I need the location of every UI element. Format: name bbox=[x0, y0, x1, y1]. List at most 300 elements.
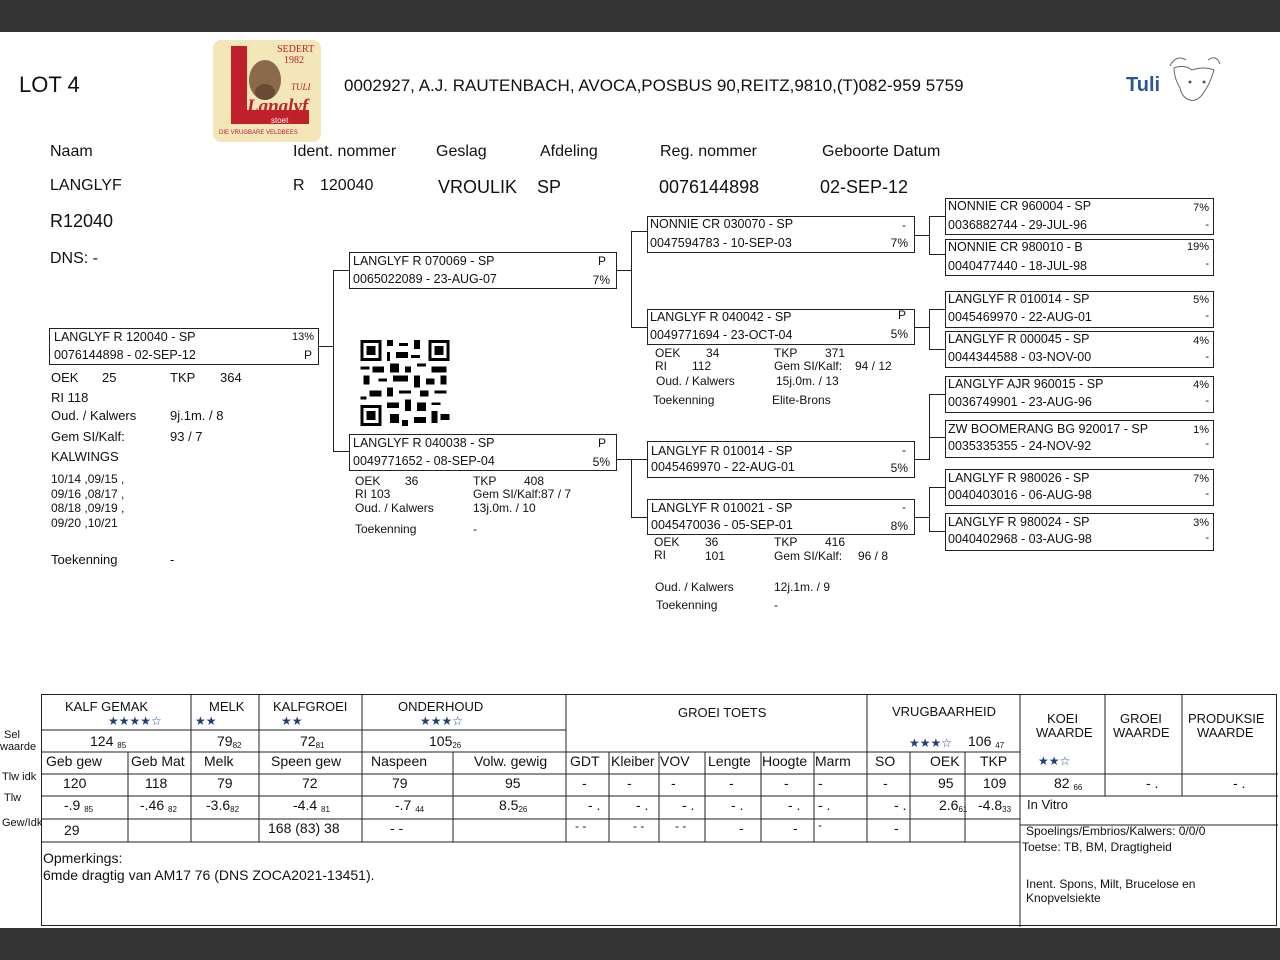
ggp-flag: - bbox=[1205, 488, 1209, 500]
stars-vrugbaarheid: ★★★☆ bbox=[909, 736, 953, 750]
connector bbox=[333, 451, 349, 452]
langlyf-logo bbox=[213, 40, 321, 142]
dd-tkp: 416 bbox=[825, 535, 846, 549]
gew-idk-cell: 29 bbox=[64, 822, 80, 838]
reg-value: 0076144898 bbox=[659, 177, 760, 197]
tlw-idk-cell: 79 bbox=[392, 775, 408, 791]
sd-oud: 15j.0m. / 13 bbox=[776, 374, 839, 388]
hdr-kalfgroei: KALFGROEI bbox=[273, 699, 348, 714]
animal-ri: RI 118 bbox=[51, 390, 89, 405]
tlw-cell: - . bbox=[682, 797, 695, 813]
ds-pct: 5% bbox=[890, 461, 908, 475]
ggp-pct: 7% bbox=[1193, 202, 1209, 214]
tlw-acc: 82 bbox=[168, 805, 177, 814]
geslag-value: VROULIK bbox=[438, 177, 518, 197]
sd-flag: P bbox=[897, 308, 906, 322]
tlw-idk-cell: - bbox=[671, 775, 676, 791]
dd-oud: 12j.1m. / 9 bbox=[774, 580, 831, 594]
kalwings-line: 10/14 ,09/15 , bbox=[51, 472, 125, 486]
sd-oud-label: Oud. / Kalwers bbox=[656, 374, 735, 388]
gew-idk-cell: 168 (83) 38 bbox=[268, 820, 340, 836]
gew-idk-cell: - - bbox=[575, 819, 587, 833]
tlw-cell: - . bbox=[636, 797, 649, 813]
gew-idk-cell: - bbox=[818, 818, 822, 832]
dd-line2: 0045470036 - 05-SEP-01 bbox=[651, 518, 793, 532]
connector bbox=[914, 459, 930, 460]
ggp-box bbox=[945, 331, 1214, 368]
ggp-line2: 0040403016 - 06-AUG-98 bbox=[948, 488, 1092, 502]
gew-idk-cell: - - bbox=[675, 819, 687, 833]
ggp-box bbox=[945, 376, 1214, 413]
dam-ri: RI 103 bbox=[355, 487, 391, 501]
ident-prefix: R bbox=[293, 177, 305, 194]
animal-gem: 93 / 7 bbox=[170, 429, 203, 444]
tlw-idk-cell: 120 bbox=[63, 775, 87, 791]
dd-oud-label: Oud. / Kalwers bbox=[655, 580, 734, 594]
stars-koei: ★★☆ bbox=[1038, 754, 1071, 768]
hdr-onderhoud: ONDERHOUD bbox=[398, 699, 484, 714]
row-label-tlw-idk: Tlw idk bbox=[2, 771, 37, 783]
hdr-produksie-waarde: WAARDE bbox=[1197, 725, 1254, 740]
dam-oek: 36 bbox=[405, 474, 419, 488]
connector bbox=[631, 231, 632, 328]
tlw-value: -.9 bbox=[64, 797, 81, 813]
tlw-value: 2.6 bbox=[939, 797, 959, 813]
ggp-line2: 0036749901 - 23-AUG-96 bbox=[948, 395, 1092, 409]
col-header: SO bbox=[875, 753, 896, 769]
dd-oek: 36 bbox=[705, 535, 719, 549]
row-label-gew-idk: Gew/Idk bbox=[2, 817, 43, 829]
col-header: VOV bbox=[660, 753, 690, 769]
stars-kalfgroei: ★★ bbox=[281, 714, 303, 728]
dam-flag: P bbox=[597, 436, 606, 450]
tlw-cell: - . bbox=[788, 797, 801, 813]
ggp-line2: 0045469970 - 22-AUG-01 bbox=[948, 310, 1092, 324]
ds-line2: 0045469970 - 22-AUG-01 bbox=[651, 460, 795, 474]
ggp-box bbox=[945, 239, 1214, 276]
kalwings-line: 09/20 ,10/21 bbox=[51, 516, 118, 530]
sel-vrug bbox=[968, 733, 1004, 750]
tlw-acc: 61 bbox=[958, 805, 968, 814]
ggp-flag: - bbox=[1205, 310, 1209, 322]
lot-label: LOT 4 bbox=[19, 72, 80, 97]
geboorte-label: Geboorte Datum bbox=[822, 143, 941, 160]
dam-oek-label: OEK bbox=[355, 474, 381, 488]
tlw-value: -.46 bbox=[140, 797, 165, 813]
sd-gem-label: Gem SI/Kalf: bbox=[774, 359, 843, 373]
tuli-logo bbox=[1112, 44, 1222, 106]
dd-gem-label: Gem SI/Kalf: bbox=[774, 549, 843, 563]
hdr-koei: KOEI bbox=[1047, 711, 1079, 726]
ggp-flag: - bbox=[1205, 219, 1209, 231]
animal-oud-label: Oud. / Kalwers bbox=[51, 408, 137, 423]
dam-line2: 0049771652 - 08-SEP-04 bbox=[353, 454, 495, 468]
connector bbox=[929, 437, 945, 438]
connector bbox=[333, 270, 349, 271]
ggp-line1: LANGLYF R 980024 - SP bbox=[948, 515, 1090, 529]
tlw-value: -4.4 bbox=[293, 797, 318, 813]
logo-year: 1982 bbox=[284, 55, 304, 66]
connector bbox=[333, 270, 334, 452]
tlw-idk-cell: 95 bbox=[505, 775, 521, 791]
sel-kalf bbox=[90, 733, 126, 750]
ggp-line2: 0044344588 - 03-NOV-00 bbox=[948, 350, 1092, 364]
tlw-idk-cell: - bbox=[729, 775, 734, 791]
connector bbox=[929, 309, 930, 350]
ggp-flag: - bbox=[1205, 351, 1209, 363]
row-label-sel: Sel bbox=[4, 729, 20, 741]
dd-line1: LANGLYF R 010021 - SP bbox=[651, 501, 793, 515]
gew-idk-cell: - bbox=[894, 820, 899, 836]
hdr-groei: GROEI bbox=[1120, 711, 1162, 726]
sd-oek-label: OEK bbox=[655, 346, 681, 360]
sd-ri-label: RI bbox=[655, 359, 667, 373]
sire-box bbox=[349, 252, 617, 289]
sel-groei bbox=[300, 733, 324, 750]
tlw-cell: - . bbox=[731, 797, 744, 813]
ss-flag: - bbox=[902, 218, 906, 232]
ss-pct: 7% bbox=[890, 236, 908, 250]
dns-value: DNS: - bbox=[50, 250, 98, 267]
ggp-flag: - bbox=[1205, 532, 1209, 544]
logo-stoet: stoet bbox=[271, 116, 289, 125]
tlw-idk-cell: - bbox=[582, 775, 587, 791]
animal-oud: 9j.1m. / 8 bbox=[170, 408, 224, 423]
tlw-idk-cell: 109 bbox=[983, 775, 1007, 791]
owner-line: 0002927, A.J. RAUTENBACH, AVOCA,POSBUS 90,REITZ,9810,(T)082-959 5759 bbox=[344, 76, 964, 95]
animal-toekenning: - bbox=[170, 552, 175, 567]
tlw-acc: 33 bbox=[1002, 805, 1012, 814]
connector bbox=[929, 487, 930, 532]
tlw-idk-cell: 72 bbox=[302, 775, 318, 791]
sel-melk bbox=[217, 733, 241, 750]
animal-oek: 25 bbox=[102, 370, 117, 385]
logo-sedert: SEDERT bbox=[277, 44, 315, 55]
animal-oek-label: OEK bbox=[51, 370, 79, 385]
hdr-kalf-gemak: KALF GEMAK bbox=[65, 699, 149, 714]
sel-melk-value: 79 bbox=[217, 733, 233, 749]
sd-gem: 94 / 12 bbox=[855, 359, 892, 373]
tlw-cell bbox=[395, 797, 424, 814]
animal-pct: 13% bbox=[291, 331, 314, 343]
dd-toekenning: - bbox=[774, 598, 778, 612]
sel-kalf-value: 124 bbox=[90, 733, 114, 749]
connector bbox=[929, 487, 945, 488]
tlw-cell bbox=[499, 797, 527, 814]
sel-groei-value: 72 bbox=[300, 733, 316, 749]
sel-melk-acc: 82 bbox=[232, 741, 242, 750]
sd-tkp: 371 bbox=[825, 346, 846, 360]
sel-onder-acc: 26 bbox=[452, 741, 462, 750]
ggp-box bbox=[945, 513, 1214, 551]
col-header: Melk bbox=[204, 753, 234, 769]
sel-vrug-acc: 47 bbox=[995, 741, 1005, 750]
gew-idk-cell: - - bbox=[390, 820, 404, 836]
tlw-cell: - . bbox=[588, 797, 601, 813]
kalwings-label: KALWINGS bbox=[51, 449, 119, 464]
tlw-idk-cell: 79 bbox=[217, 775, 233, 791]
sd-toekenning-label: Toekenning bbox=[653, 393, 715, 407]
sd-tkp-label: TKP bbox=[774, 346, 798, 360]
logo-name: Langlyf bbox=[247, 96, 309, 117]
sire-line1: LANGLYF R 070069 - SP bbox=[353, 254, 495, 268]
tlw-idk-cell: 118 bbox=[145, 775, 168, 791]
tlw-value: 8.5 bbox=[499, 797, 519, 813]
hdr-vrugbaarheid: VRUGBAARHEID bbox=[892, 704, 997, 719]
tlw-idk-cell: - bbox=[818, 775, 823, 791]
dam-dam-box bbox=[647, 499, 915, 535]
col-header: GDT bbox=[570, 753, 600, 769]
dd-tkp-label: TKP bbox=[774, 535, 798, 549]
connector bbox=[616, 270, 632, 271]
stars-kalf-gemak: ★★★★☆ bbox=[108, 714, 162, 728]
col-header: Geb Mat bbox=[131, 753, 185, 769]
in-vitro: In Vitro bbox=[1027, 797, 1068, 812]
tlw-cell bbox=[293, 797, 330, 814]
sire-line2: 0065022089 - 23-AUG-07 bbox=[353, 272, 497, 286]
col-header: Naspeen bbox=[371, 753, 428, 769]
sd-oek: 34 bbox=[706, 346, 720, 360]
hdr-groei-waarde: WAARDE bbox=[1113, 725, 1170, 740]
ggp-pct: 4% bbox=[1193, 379, 1209, 391]
qr-code-icon bbox=[360, 340, 450, 426]
ss-line2: 0047594783 - 10-SEP-03 bbox=[650, 236, 792, 250]
connector bbox=[631, 327, 647, 328]
bottom-bar bbox=[0, 928, 1280, 960]
tlw-cell: - . bbox=[894, 797, 907, 813]
ggp-line2: 0036882744 - 29-JUL-96 bbox=[948, 218, 1087, 232]
ggp-line2: 0040402968 - 03-AUG-98 bbox=[948, 532, 1092, 546]
tlw-cell bbox=[978, 797, 1011, 814]
koei-tlw-idk bbox=[1054, 775, 1082, 792]
dam-oud-label: Oud. / Kalwers bbox=[355, 501, 434, 515]
col-header: Hoogte bbox=[762, 753, 808, 769]
sire-flag: P bbox=[597, 254, 606, 268]
connector bbox=[929, 216, 945, 217]
groei-tlw-idk: - . bbox=[1146, 775, 1159, 791]
dam-gem: Gem SI/Kalf:87 / 7 bbox=[473, 487, 572, 501]
ggp-box bbox=[945, 420, 1214, 458]
tuli-logo-text: Tuli bbox=[1126, 74, 1161, 96]
inent-2: Knopvelsiekte bbox=[1026, 891, 1101, 905]
col-header: OEK bbox=[930, 753, 960, 769]
animal-box bbox=[49, 328, 319, 365]
dam-tkp: 408 bbox=[524, 474, 545, 488]
connector bbox=[914, 235, 930, 236]
connector bbox=[616, 459, 632, 460]
ident-value: 120040 bbox=[320, 177, 374, 194]
tlw-value: -.7 bbox=[395, 797, 412, 813]
ggp-line2: 0040477440 - 18-JUL-98 bbox=[948, 259, 1087, 273]
ggp-pct: 5% bbox=[1193, 294, 1209, 306]
animal-flag: P bbox=[303, 348, 312, 362]
dam-toekenning-label: Toekenning bbox=[355, 522, 417, 536]
hdr-groei-toets: GROEI TOETS bbox=[678, 705, 767, 720]
ggp-box bbox=[945, 291, 1214, 328]
qr-code bbox=[360, 340, 450, 426]
connector bbox=[318, 346, 334, 347]
logo-tuli: TULI bbox=[291, 82, 311, 92]
dd-pct: 8% bbox=[890, 519, 908, 533]
ggp-flag: - bbox=[1205, 258, 1209, 270]
ggp-line1: ZW BOOMERANG BG 920017 - SP bbox=[948, 422, 1149, 436]
afdeling-label: Afdeling bbox=[540, 143, 598, 160]
sire-pct: 7% bbox=[592, 273, 610, 287]
animal-tkp-label: TKP bbox=[170, 370, 196, 385]
connector bbox=[929, 394, 930, 459]
dam-pct: 5% bbox=[592, 455, 610, 469]
ggp-pct: 7% bbox=[1193, 473, 1209, 485]
ggp-line1: LANGLYF R 010014 - SP bbox=[948, 292, 1090, 306]
tlw-idk-cell: - bbox=[784, 775, 789, 791]
koei-tlw-idk-value: 82 bbox=[1054, 775, 1070, 791]
col-header: Marm bbox=[815, 753, 851, 769]
sel-kalf-acc: 85 bbox=[117, 741, 127, 750]
kalwings-line: 08/18 ,09/19 , bbox=[51, 501, 125, 515]
top-bar bbox=[0, 0, 1280, 32]
tlw-value: -4.8 bbox=[978, 797, 1003, 813]
ss-line1: NONNIE CR 030070 - SP bbox=[650, 217, 794, 231]
ggp-pct: 1% bbox=[1193, 424, 1209, 436]
animal-line1: LANGLYF R 120040 - SP bbox=[54, 330, 196, 344]
gew-idk-cell: - bbox=[739, 820, 744, 836]
dam-line1: LANGLYF R 040038 - SP bbox=[353, 436, 495, 450]
animal-gem-label: Gem SI/Kalf: bbox=[51, 429, 125, 444]
connector bbox=[914, 327, 930, 328]
ggp-line1: LANGLYF R 000045 - SP bbox=[948, 332, 1090, 346]
sd-toekenning: Elite-Brons bbox=[772, 393, 831, 407]
prod-tlw-idk: - . bbox=[1233, 775, 1246, 791]
tlw-idk-cell: - bbox=[627, 775, 632, 791]
connector bbox=[929, 531, 945, 532]
animal-toekenning-label: Toekenning bbox=[51, 552, 118, 567]
col-header: TKP bbox=[980, 753, 1008, 769]
opmerkings-label: Opmerkings: bbox=[43, 850, 123, 866]
tlw-cell bbox=[64, 797, 93, 814]
sel-onder-value: 105 bbox=[429, 733, 453, 749]
sd-pct: 5% bbox=[890, 327, 908, 341]
connector bbox=[929, 309, 945, 310]
dd-gem: 96 / 8 bbox=[858, 549, 889, 563]
stars-onderhoud: ★★★☆ bbox=[420, 714, 464, 728]
ggp-box bbox=[945, 198, 1214, 235]
connector bbox=[929, 216, 930, 255]
ident-label: Ident. nommer bbox=[293, 143, 397, 160]
ggp-flag: - bbox=[1205, 438, 1209, 450]
connector bbox=[929, 394, 945, 395]
dam-box bbox=[349, 434, 617, 471]
connector bbox=[631, 517, 647, 518]
ggp-pct: 4% bbox=[1193, 335, 1209, 347]
sire-dam-box bbox=[647, 309, 915, 345]
sire-sire-box bbox=[647, 216, 915, 253]
animal-code: R12040 bbox=[50, 211, 114, 231]
dam-tkp-label: TKP bbox=[473, 474, 497, 488]
koei-tlw-idk-acc: 66 bbox=[1073, 783, 1083, 792]
tlw-idk-cell: - bbox=[883, 775, 888, 791]
ggp-flag: - bbox=[1205, 395, 1209, 407]
sel-groei-acc: 81 bbox=[315, 741, 325, 750]
col-header: Volw. gewig bbox=[474, 753, 548, 769]
sel-vrug-value: 106 bbox=[968, 733, 992, 749]
row-label-waarde: waarde bbox=[0, 741, 37, 753]
hdr-produksie: PRODUKSIE bbox=[1188, 711, 1265, 726]
inent: Inent. Spons, Milt, Brucelose en bbox=[1026, 877, 1196, 891]
reg-label: Reg. nommer bbox=[660, 143, 757, 160]
tlw-acc: 26 bbox=[518, 805, 528, 814]
tlw-value: -3.6 bbox=[206, 797, 231, 813]
connector bbox=[929, 254, 945, 255]
naam-value: LANGLYF bbox=[50, 177, 122, 194]
col-header: Geb gew bbox=[46, 753, 103, 769]
connector bbox=[631, 459, 632, 518]
col-header: Lengte bbox=[708, 753, 751, 769]
toetse: Toetse: TB, BM, Dragtigheid bbox=[1022, 840, 1172, 854]
tlw-cell: - . bbox=[818, 797, 831, 813]
hdr-melk: MELK bbox=[209, 699, 245, 714]
connector bbox=[914, 517, 930, 518]
ggp-box bbox=[945, 469, 1214, 506]
sd-line2: 0049771694 - 23-OCT-04 bbox=[650, 328, 793, 342]
tlw-acc: 44 bbox=[415, 805, 425, 814]
hdr-koei-waarde: WAARDE bbox=[1036, 725, 1093, 740]
dd-oek-label: OEK bbox=[654, 535, 680, 549]
gew-idk-cell: - bbox=[793, 820, 798, 836]
stars-melk: ★★ bbox=[195, 714, 217, 728]
ggp-line1: NONNIE CR 980010 - B bbox=[948, 240, 1083, 254]
connector bbox=[929, 349, 945, 350]
dam-sire-box bbox=[647, 441, 915, 478]
spoelings: Spoelings/Embrios/Kalwers: 0/0/0 bbox=[1026, 824, 1206, 838]
opmerkings-text: 6mde dragtig van AM17 76 (DNS ZOCA2021-13451). bbox=[43, 867, 375, 883]
ggp-line1: NONNIE CR 960004 - SP bbox=[948, 199, 1092, 213]
row-label-tlw: Tlw bbox=[4, 792, 22, 804]
tlw-cell bbox=[206, 797, 239, 814]
dd-ri: 101 bbox=[705, 549, 726, 563]
gew-idk-cell: - - bbox=[633, 819, 645, 833]
dam-toekenning: - bbox=[473, 522, 477, 536]
logo-motto: DIE VRUGBARE VELDBEES bbox=[219, 130, 298, 136]
connector bbox=[631, 231, 647, 232]
tlw-idk-cell: 95 bbox=[938, 775, 954, 791]
ds-line1: LANGLYF R 010014 - SP bbox=[651, 444, 793, 458]
sd-ri: 112 bbox=[692, 359, 712, 373]
col-header: Speen gew bbox=[271, 753, 342, 769]
dam-oud: 13j.0m. / 10 bbox=[473, 501, 536, 515]
col-header: Kleiber bbox=[611, 753, 655, 769]
dd-toekenning-label: Toekenning bbox=[656, 598, 718, 612]
geslag-label: Geslag bbox=[436, 143, 487, 160]
tlw-acc: 82 bbox=[230, 805, 240, 814]
animal-line2: 0076144898 - 02-SEP-12 bbox=[54, 348, 196, 362]
kalwings-line: 09/16 ,08/17 , bbox=[51, 487, 125, 501]
ggp-line1: LANGLYF R 980026 - SP bbox=[948, 471, 1090, 485]
tlw-cell bbox=[939, 797, 967, 814]
connector bbox=[631, 459, 647, 460]
geboorte-value: 02-SEP-12 bbox=[820, 177, 909, 197]
dd-ri-label: RI bbox=[654, 548, 666, 562]
afdeling-value: SP bbox=[537, 177, 562, 197]
animal-tkp: 364 bbox=[220, 370, 242, 385]
ggp-line2: 0035335355 - 24-NOV-92 bbox=[948, 439, 1092, 453]
dd-flag: - bbox=[902, 500, 906, 514]
sel-onder bbox=[429, 733, 461, 750]
ggp-line1: LANGLYF AJR 960015 - SP bbox=[948, 377, 1104, 391]
ds-flag: - bbox=[902, 443, 906, 457]
sd-line1: LANGLYF R 040042 - SP bbox=[650, 310, 792, 324]
tlw-cell bbox=[140, 797, 177, 814]
tlw-acc: 81 bbox=[321, 805, 330, 814]
